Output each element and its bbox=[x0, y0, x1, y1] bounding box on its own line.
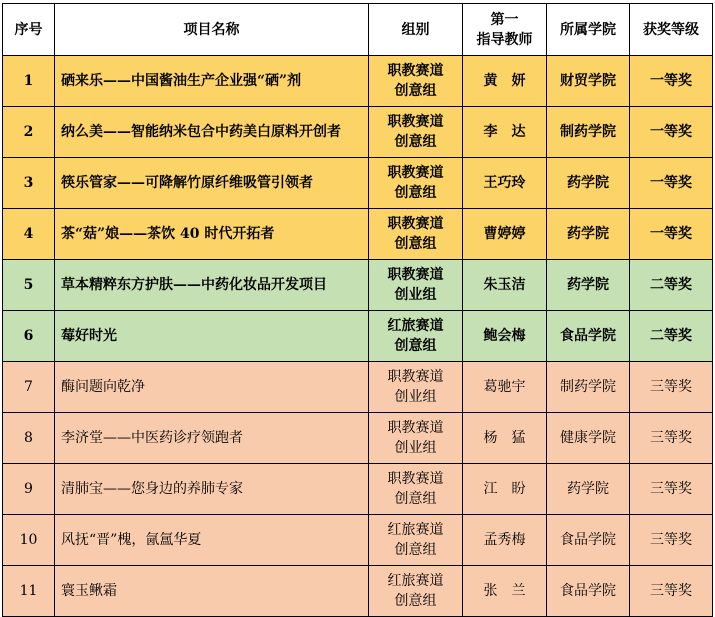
cell-group-line2: 创业组 bbox=[394, 287, 437, 303]
cell-teacher: 江 盼 bbox=[463, 464, 547, 515]
cell-award: 三等奖 bbox=[630, 362, 713, 413]
cell-college: 财贸学院 bbox=[547, 56, 630, 107]
cell-group-line1: 红旅赛道 bbox=[387, 522, 444, 538]
cell-no: 10 bbox=[3, 515, 55, 566]
cell-project: 草本精粹东方护肤——中药化妆品开发项目 bbox=[55, 260, 369, 311]
cell-group-line1: 职教赛道 bbox=[387, 369, 444, 385]
table-row bbox=[3, 566, 713, 617]
cell-group bbox=[369, 260, 463, 311]
cell-project: 清肺宝——您身边的养肺专家 bbox=[55, 464, 369, 515]
cell-teacher: 孟秀梅 bbox=[463, 515, 547, 566]
cell-award: 三等奖 bbox=[630, 464, 713, 515]
table-row bbox=[3, 464, 713, 515]
cell-teacher: 曹婷婷 bbox=[463, 209, 547, 260]
cell-group bbox=[369, 362, 463, 413]
cell-group bbox=[369, 515, 463, 566]
header-no: 序号 bbox=[3, 4, 55, 56]
cell-group-line2: 创意组 bbox=[394, 185, 437, 201]
table-row bbox=[3, 413, 713, 464]
cell-group-line2: 创业组 bbox=[394, 389, 437, 405]
cell-teacher: 杨 猛 bbox=[463, 413, 547, 464]
cell-no: 2 bbox=[3, 107, 55, 158]
cell-group-line1: 职教赛道 bbox=[387, 165, 444, 181]
cell-group-line1: 职教赛道 bbox=[387, 420, 444, 436]
cell-group bbox=[369, 464, 463, 515]
cell-award: 一等奖 bbox=[630, 56, 713, 107]
cell-teacher: 王巧玲 bbox=[463, 158, 547, 209]
table-row bbox=[3, 209, 713, 260]
cell-no: 6 bbox=[3, 311, 55, 362]
cell-group bbox=[369, 566, 463, 617]
cell-no: 3 bbox=[3, 158, 55, 209]
header-row bbox=[3, 4, 713, 56]
table-row bbox=[3, 158, 713, 209]
cell-group-line2: 创业组 bbox=[394, 440, 437, 456]
cell-no: 7 bbox=[3, 362, 55, 413]
cell-group-line1: 职教赛道 bbox=[387, 267, 444, 283]
cell-award: 三等奖 bbox=[630, 566, 713, 617]
cell-award: 三等奖 bbox=[630, 515, 713, 566]
header-teacher-line2: 指导教师 bbox=[476, 31, 533, 48]
cell-group bbox=[369, 56, 463, 107]
cell-group-line1: 职教赛道 bbox=[387, 471, 444, 487]
award-table bbox=[2, 3, 713, 617]
cell-college: 药学院 bbox=[547, 260, 630, 311]
cell-group-line1: 职教赛道 bbox=[387, 216, 444, 232]
table-row bbox=[3, 260, 713, 311]
cell-project: 酶问题向乾净 bbox=[55, 362, 369, 413]
cell-project: 李济堂——中医药诊疗领跑者 bbox=[55, 413, 369, 464]
cell-group-line1: 职教赛道 bbox=[387, 114, 444, 130]
cell-college: 食品学院 bbox=[547, 566, 630, 617]
header-project: 项目名称 bbox=[55, 4, 369, 56]
table-row bbox=[3, 56, 713, 107]
cell-group bbox=[369, 107, 463, 158]
header-college: 所属学院 bbox=[547, 4, 630, 56]
cell-project: 寰玉鳅霜 bbox=[55, 566, 369, 617]
cell-teacher: 黄 妍 bbox=[463, 56, 547, 107]
cell-project: 茶“菇”娘——茶饮 40 时代开拓者 bbox=[55, 209, 369, 260]
cell-no: 4 bbox=[3, 209, 55, 260]
cell-college: 药学院 bbox=[547, 464, 630, 515]
cell-group bbox=[369, 209, 463, 260]
cell-college: 健康学院 bbox=[547, 413, 630, 464]
cell-project: 莓好时光 bbox=[55, 311, 369, 362]
cell-no: 8 bbox=[3, 413, 55, 464]
cell-group-line2: 创意组 bbox=[394, 593, 437, 609]
cell-group-line2: 创意组 bbox=[394, 338, 437, 354]
cell-group-line2: 创意组 bbox=[394, 491, 437, 507]
cell-award: 三等奖 bbox=[630, 413, 713, 464]
header-award: 获奖等级 bbox=[630, 4, 713, 56]
cell-college: 制药学院 bbox=[547, 107, 630, 158]
table-row bbox=[3, 107, 713, 158]
cell-college: 药学院 bbox=[547, 158, 630, 209]
cell-group-line2: 创意组 bbox=[394, 83, 437, 99]
table-row bbox=[3, 311, 713, 362]
cell-teacher: 朱玉洁 bbox=[463, 260, 547, 311]
cell-group-line2: 创意组 bbox=[394, 542, 437, 558]
cell-project: 纳么美——智能纳米包合中药美白原料开创者 bbox=[55, 107, 369, 158]
cell-teacher: 葛驰宇 bbox=[463, 362, 547, 413]
cell-no: 5 bbox=[3, 260, 55, 311]
cell-group-line1: 职教赛道 bbox=[387, 63, 444, 79]
cell-college: 药学院 bbox=[547, 209, 630, 260]
cell-project: 硒来乐——中国酱油生产企业强“硒”剂 bbox=[55, 56, 369, 107]
cell-teacher: 鲍会梅 bbox=[463, 311, 547, 362]
cell-no: 1 bbox=[3, 56, 55, 107]
cell-project: 风抚“晋”槐，氤氲华夏 bbox=[55, 515, 369, 566]
cell-group-line1: 红旅赛道 bbox=[387, 573, 444, 589]
cell-award: 一等奖 bbox=[630, 158, 713, 209]
cell-award: 一等奖 bbox=[630, 209, 713, 260]
header-teacher bbox=[463, 4, 547, 56]
cell-no: 11 bbox=[3, 566, 55, 617]
cell-project: 筷乐管家——可降解竹原纤维吸管引领者 bbox=[55, 158, 369, 209]
cell-group-line2: 创意组 bbox=[394, 236, 437, 252]
cell-college: 食品学院 bbox=[547, 311, 630, 362]
cell-award: 二等奖 bbox=[630, 260, 713, 311]
cell-teacher: 张 兰 bbox=[463, 566, 547, 617]
table-row bbox=[3, 362, 713, 413]
cell-no: 9 bbox=[3, 464, 55, 515]
cell-college: 食品学院 bbox=[547, 515, 630, 566]
cell-group bbox=[369, 311, 463, 362]
header-teacher-line1: 第一 bbox=[490, 11, 519, 28]
header-group: 组别 bbox=[369, 4, 463, 56]
cell-teacher: 李 达 bbox=[463, 107, 547, 158]
cell-group-line1: 红旅赛道 bbox=[387, 318, 444, 334]
cell-college: 制药学院 bbox=[547, 362, 630, 413]
cell-award: 二等奖 bbox=[630, 311, 713, 362]
cell-group bbox=[369, 413, 463, 464]
table-row bbox=[3, 515, 713, 566]
cell-group bbox=[369, 158, 463, 209]
cell-group-line2: 创意组 bbox=[394, 134, 437, 150]
cell-award: 一等奖 bbox=[630, 107, 713, 158]
